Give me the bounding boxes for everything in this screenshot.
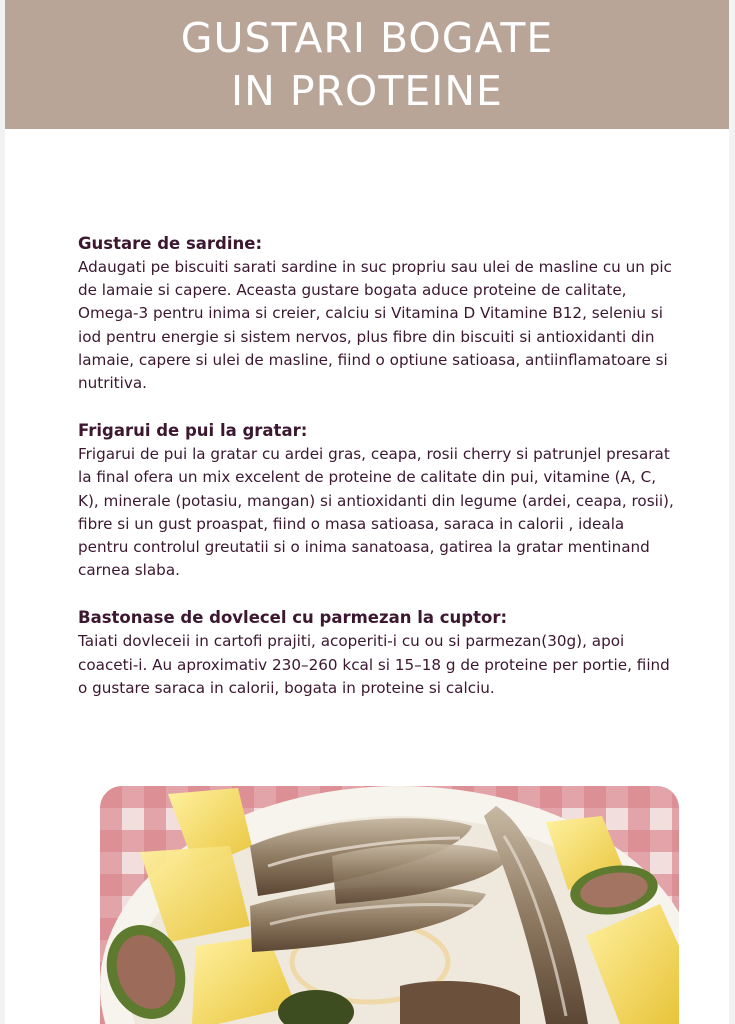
sardine-plate-photo (100, 786, 679, 1024)
page-title-line-1: GUSTARI BOGATE (180, 13, 554, 62)
section-title: Frigarui de pui la gratar: (78, 421, 308, 441)
section-title: Gustare de sardine: (78, 234, 263, 253)
section-body: Adaugati pe biscuiti sarati sardine in suc propriu sau ulei de masline cu un pic de lamaie si capere. Aceasta gustare bogata aduce proteine de calitate, Omega-3 pentru inima si creier, calciu si Vitamina D Vitamine B12, seleniu si iod pentru energie si sistem nervos, plus fibre din biscuiti si antioxidanti din lamaie, capere si ulei de masline, fiind o optiune satioasa, antiinflamatoare si nutritiva. (78, 258, 672, 393)
section-sardine-snack (78, 232, 678, 395)
section-chicken-skewers (78, 419, 678, 582)
page-title-line-2: IN PROTEINE (231, 66, 503, 115)
section-title: Bastonase de dovlecel cu parmezan la cuptor: (78, 608, 508, 628)
page (5, 0, 729, 1024)
sardine-plate-illustration (100, 786, 679, 1024)
article-content (78, 232, 678, 724)
section-body: Taiati dovleceii in cartofi prajiti, acoperiti-i cu ou si parmezan(30g), apoi coaceti-i. Au aproximativ 230–260 kcal si 15–18 g de proteine per portie, fiind o gustare saraca in calorii, bogata in proteine si calciu. (78, 632, 670, 697)
header-banner (5, 0, 729, 129)
section-body: Frigarui de pui la gratar cu ardei gras, ceapa, rosii cherry si patrunjel presarat la final ofera un mix excelent de proteine de calitate din pui, vitamine (A, C, K), minerale (potasiu, mangan) si antioxidanti din legume (ardei, ceapa, rosii), fibre si un gust proaspat, fiind o masa satioasa, saraca in calorii , ideala pentru controlul greutatii si o inima sanatoasa, gatirea la gratar mentinand carnea slaba. (78, 445, 674, 580)
section-zucchini-sticks (78, 606, 678, 700)
